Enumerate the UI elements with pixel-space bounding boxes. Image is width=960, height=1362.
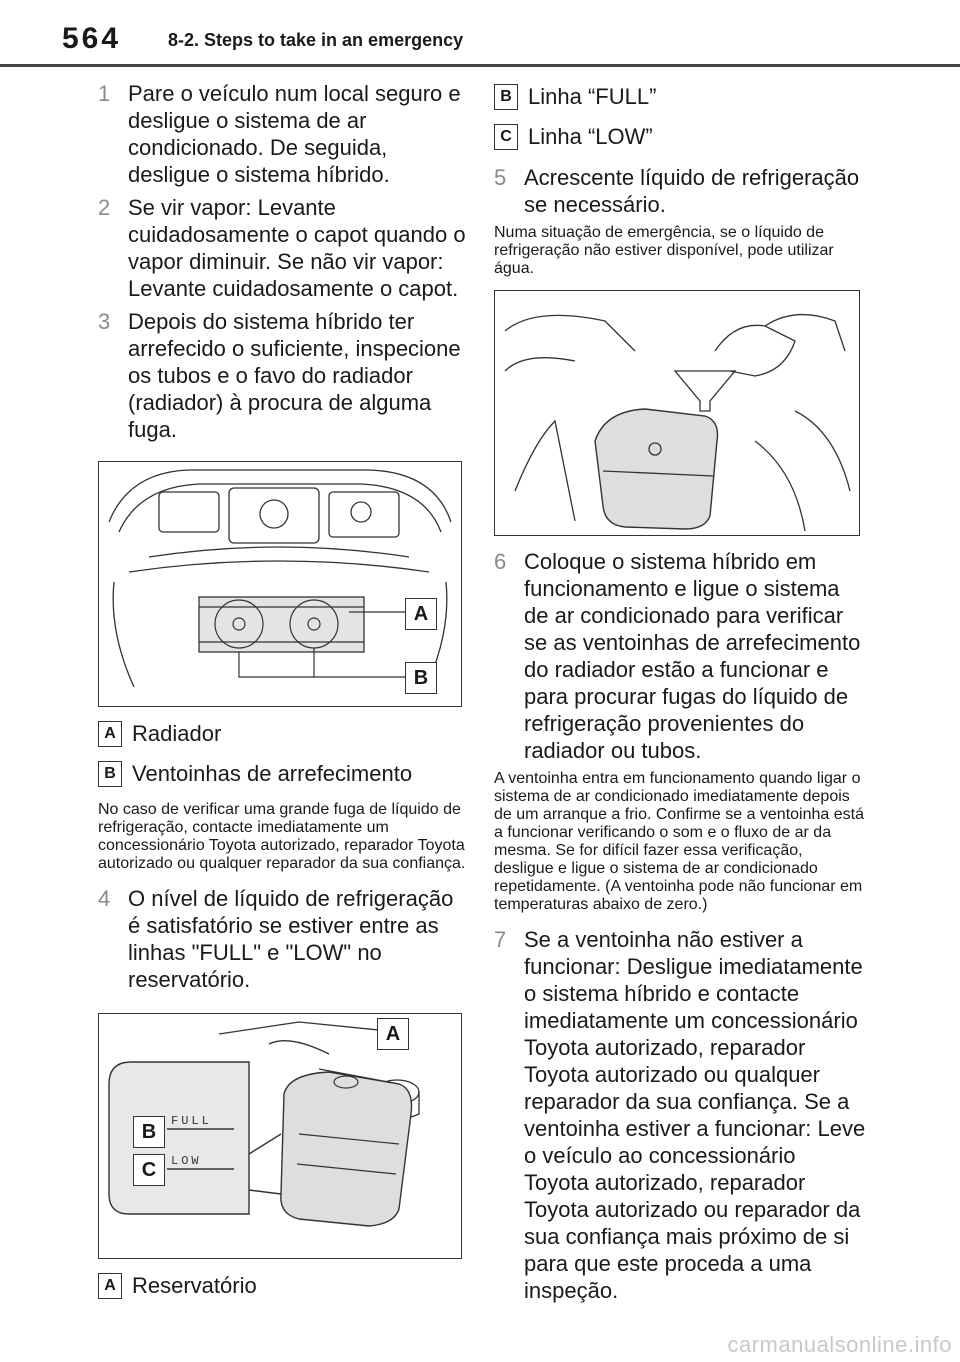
watermark: carmanualsonline.info xyxy=(727,1332,952,1357)
step-text: Acrescente líquido de refrigeração se necessário. xyxy=(524,165,860,217)
legend-key: B xyxy=(494,84,518,110)
page-number: 564 xyxy=(62,22,122,55)
legend-key: A xyxy=(98,1273,122,1299)
callout-b: B xyxy=(405,662,437,694)
legend-radiador xyxy=(98,721,468,747)
step-number: 2 xyxy=(98,195,111,220)
coolant-fill-illustration xyxy=(494,290,860,536)
step-number: 7 xyxy=(494,927,507,952)
right-column xyxy=(494,80,866,1310)
reservoir-illustration xyxy=(98,1013,462,1259)
header-rule xyxy=(0,64,960,67)
callout-c: C xyxy=(133,1154,165,1186)
note-water: Numa situação de emergência, se o líquido de refrigeração não estiver disponível, pode utilizar água. xyxy=(494,224,834,277)
legend-text: Linha “LOW” xyxy=(528,124,653,149)
engine-bay-illustration xyxy=(98,461,462,707)
step-number: 6 xyxy=(494,549,507,574)
legend-text: Linha “FULL” xyxy=(528,84,657,109)
step-1 xyxy=(98,80,468,188)
low-marking: LOW xyxy=(171,1154,202,1168)
page-header xyxy=(0,0,960,66)
step-7 xyxy=(494,926,866,1304)
step-number: 4 xyxy=(98,886,111,911)
legend-text: Ventoinhas de arrefecimento xyxy=(132,761,413,786)
callout-b: B xyxy=(133,1116,165,1148)
step-number: 1 xyxy=(98,81,111,106)
chapter-title: 8-2. Steps to take in an emergency xyxy=(168,30,464,50)
step-6 xyxy=(494,548,866,764)
step-text: Coloque o sistema híbrido em funcionamento e ligue o sistema de ar condicionado para verificar se as ventoinhas de arrefecimento do radiador estão a funcionar e para procurar fugas do líquido de refrigeração provenientes do radiador ou tubos. xyxy=(524,549,861,763)
step-text: O nível de líquido de refrigeração é satisfatório se estiver entre as linhas "FULL" e "LOW" no reservatório. xyxy=(128,886,454,992)
left-column xyxy=(98,80,468,1313)
legend-low-line xyxy=(494,124,866,150)
legend-ventoinhas xyxy=(98,761,468,787)
step-text: Pare o veículo num local seguro e desligue o sistema de ar condicionado. De seguida, desligue o sistema híbrido. xyxy=(128,81,461,187)
note-leak: No caso de verificar uma grande fuga de líquido de refrigeração, contacte imediatamente um concessionário Toyota autorizado, reparador Toyota autorizado ou qualquer reparador da sua confiança. xyxy=(98,801,466,872)
callout-a: A xyxy=(377,1018,409,1050)
step-5 xyxy=(494,164,866,218)
legend-key: B xyxy=(98,761,122,787)
step-number: 5 xyxy=(494,165,507,190)
legend-text: Radiador xyxy=(132,721,222,746)
step-2 xyxy=(98,194,468,302)
legend-key: C xyxy=(494,124,518,150)
step-4 xyxy=(98,885,468,993)
legend-key: A xyxy=(98,721,122,747)
step-number: 3 xyxy=(98,309,111,334)
legend-full-line xyxy=(494,84,866,110)
step-text: Depois do sistema híbrido ter arrefecido o suficiente, inspecione os tubos e o favo do radiador (radiador) à procura de alguma fuga. xyxy=(128,309,461,442)
full-marking: FULL xyxy=(171,1114,212,1128)
legend-reservatorio xyxy=(98,1273,468,1299)
callout-a: A xyxy=(405,598,437,630)
step-text: Se a ventoinha não estiver a funcionar: Desligue imediatamente o sistema híbrido e contacte imediatamente um concessionário Toyota autorizado, reparador Toyota autorizado ou qualquer reparador da sua confiança. Se a ventoinha estiver a funcionar: Leve o veículo ao concessionário Toyota autorizado, reparador Toyota autorizado ou reparador da sua confiança mais próximo de si para que este proceda a uma inspeção. xyxy=(524,927,866,1303)
note-fan: A ventoinha entra em funcionamento quando ligar o sistema de ar condicionado imediatamente depois de um arranque a frio. Confirme se a ventoinha está a funcionar verificando o som e o fluxo de ar da mesma. Se for difícil fazer essa verificação, desligue e ligue o sistema de ar condicionado repetidamente. (A ventoinha pode não funcionar em temperaturas abaixo de zero.) xyxy=(494,770,864,913)
legend-text: Reservatório xyxy=(132,1273,257,1298)
step-text: Se vir vapor: Levante cuidadosamente o capot quando o vapor diminuir. Se não vir vapor: Levante cuidadosamente o capot. xyxy=(128,195,466,301)
step-3 xyxy=(98,308,468,443)
coolant-fill-drawing xyxy=(495,291,859,535)
